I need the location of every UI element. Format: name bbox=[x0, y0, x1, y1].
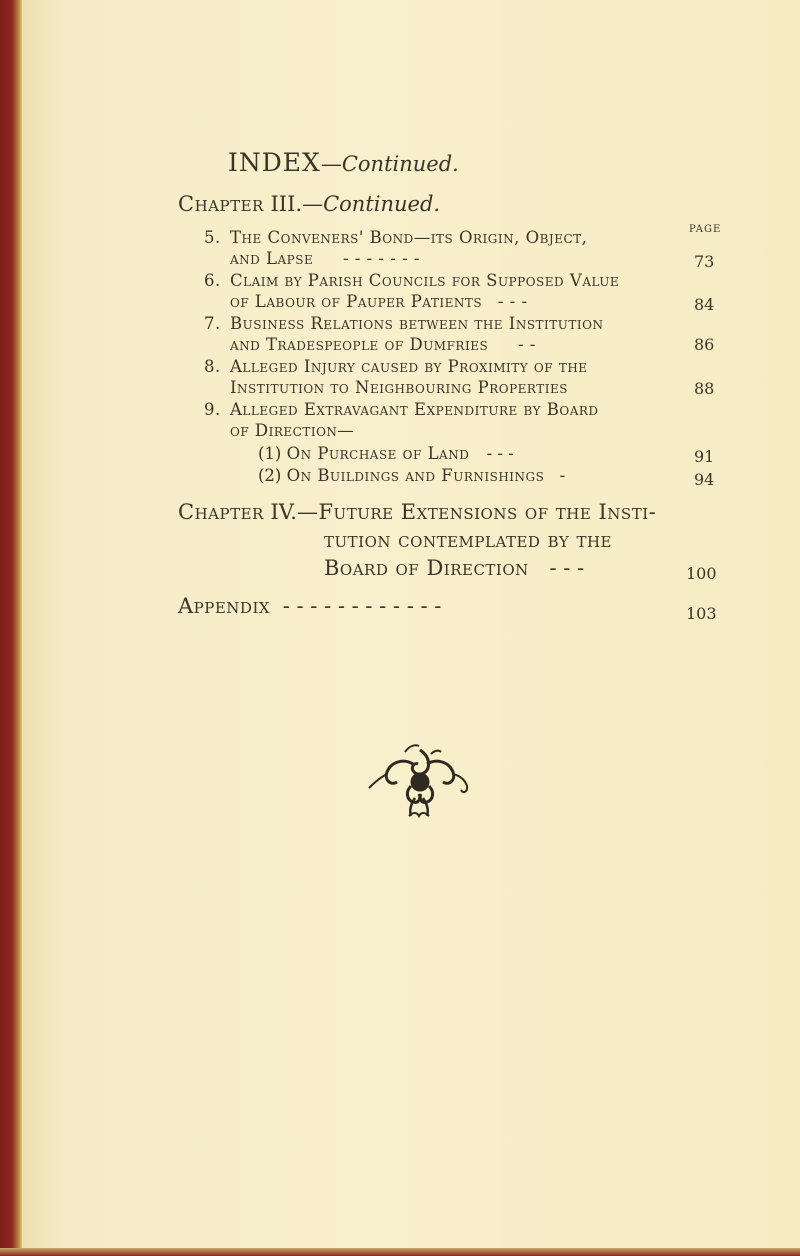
entry-page: 73 bbox=[694, 252, 715, 271]
book-binding bbox=[0, 0, 22, 1256]
entry-line1: The Conveners' Bond—its Origin, Object, bbox=[230, 228, 588, 247]
entry-number: 6. bbox=[204, 271, 221, 290]
entry-page: 88 bbox=[694, 379, 715, 398]
index-entry bbox=[204, 314, 603, 333]
subentry-page: 94 bbox=[694, 470, 715, 489]
index-subentry bbox=[258, 466, 565, 485]
entry-page: 86 bbox=[694, 335, 715, 354]
chapter-label: Chapter bbox=[178, 192, 264, 216]
chapter-label: Chapter bbox=[178, 500, 264, 524]
entry-line1: Business Relations between the Institution bbox=[230, 314, 604, 333]
leader-dots: - - - bbox=[497, 292, 528, 311]
chapter-title-line3: Board of Direction bbox=[324, 556, 529, 580]
entry-continuation bbox=[230, 292, 528, 311]
index-entry bbox=[204, 228, 587, 247]
binding-edge bbox=[0, 1248, 800, 1256]
leader-dots: - - - bbox=[549, 556, 585, 580]
appendix-page: 103 bbox=[686, 604, 717, 623]
entry-line2: of Labour of Pauper Patients bbox=[230, 292, 483, 311]
entry-number: 7. bbox=[204, 314, 221, 333]
chapter-iv-heading bbox=[178, 500, 656, 524]
leader-dots: - - - bbox=[486, 444, 514, 463]
entry-number: 5. bbox=[204, 228, 221, 247]
chapter-heading bbox=[178, 192, 440, 216]
entry-continuation bbox=[230, 378, 568, 397]
page-title bbox=[228, 148, 459, 177]
chapter-iv-page: 100 bbox=[686, 564, 717, 583]
entry-line2: Institution to Neighbouring Properties bbox=[230, 378, 568, 397]
index-entry bbox=[204, 400, 599, 419]
entry-line1: Claim by Parish Councils for Supposed Value bbox=[230, 271, 620, 290]
appendix-label: Appendix bbox=[178, 594, 271, 618]
chapter-number: IV. bbox=[270, 500, 297, 524]
subentry-page: 91 bbox=[694, 447, 715, 466]
leader-dots: - - - - - - - - - - - - bbox=[282, 594, 442, 618]
entry-line1: Alleged Injury caused by Proximity of the bbox=[230, 357, 588, 376]
entry-line2: and Tradespeople of Dumfries bbox=[230, 335, 489, 354]
entry-number: 8. bbox=[204, 357, 221, 376]
entry-page: 84 bbox=[694, 295, 715, 314]
chapter-suffix: —Continued. bbox=[302, 192, 441, 216]
subentry-text: On Buildings and Furnishings bbox=[286, 466, 545, 485]
index-entry bbox=[204, 357, 588, 376]
entry-continuation bbox=[230, 421, 354, 440]
appendix-entry bbox=[178, 594, 441, 618]
subentry-number: (1) bbox=[258, 444, 282, 463]
floral-tailpiece-icon bbox=[365, 742, 475, 822]
subentry-number: (2) bbox=[258, 466, 282, 485]
entry-line2: of Direction— bbox=[230, 421, 355, 440]
title-suffix: —Continued. bbox=[320, 152, 459, 176]
entry-continuation bbox=[230, 249, 420, 268]
entry-number: 9. bbox=[204, 400, 221, 419]
chapter-title-line1: —Future Extensions of the Insti- bbox=[296, 500, 657, 524]
book-page bbox=[68, 0, 800, 1248]
entry-line2: and Lapse bbox=[230, 249, 314, 268]
index-subentry bbox=[258, 444, 514, 463]
entry-line1: Alleged Extravagant Expenditure by Board bbox=[230, 400, 599, 419]
chapter-title-line2: tution contemplated by the bbox=[324, 528, 612, 552]
index-entry bbox=[204, 271, 619, 290]
leader-dots: - - bbox=[517, 335, 536, 354]
page-gutter bbox=[22, 0, 69, 1256]
entry-continuation bbox=[230, 335, 536, 354]
subentry-text: On Purchase of Land bbox=[286, 444, 470, 463]
leader-dots: - - - - - - - bbox=[342, 249, 420, 268]
leader-dots: - bbox=[559, 466, 566, 485]
chapter-title-line3-row bbox=[324, 556, 584, 580]
page-column-label: PAGE bbox=[689, 224, 722, 235]
chapter-number: III. bbox=[270, 192, 303, 216]
title-main: INDEX bbox=[228, 148, 321, 177]
